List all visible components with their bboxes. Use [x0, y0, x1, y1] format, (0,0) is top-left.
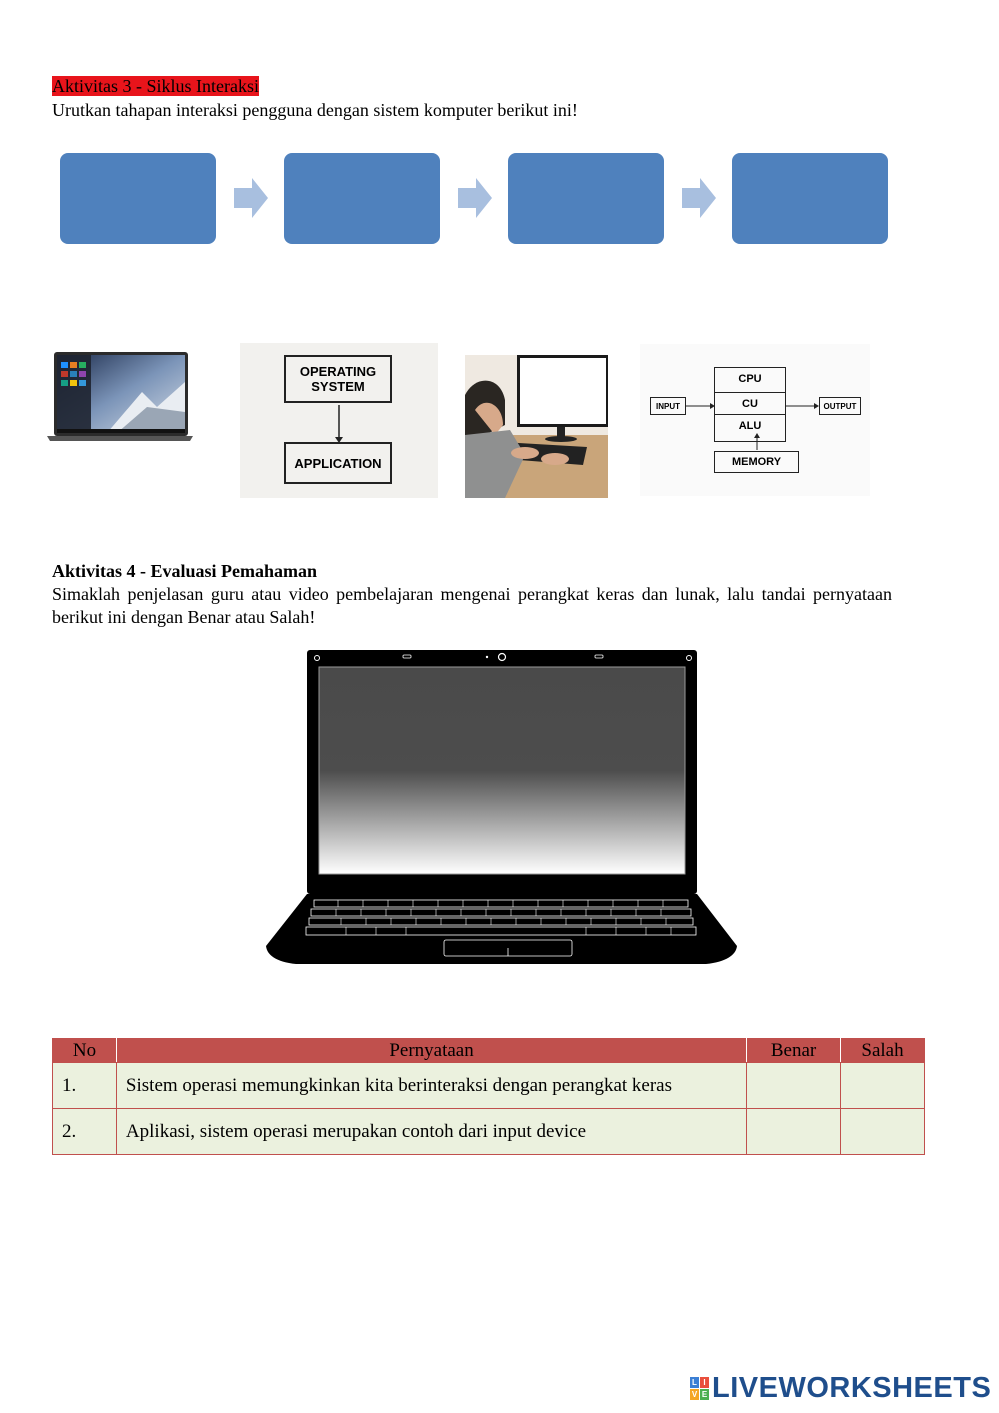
- cu-label: CU: [715, 392, 785, 415]
- row-statement: Sistem operasi memungkinkan kita berinteraksi dengan perangkat keras: [116, 1063, 746, 1109]
- table-row: [53, 1109, 925, 1155]
- logo-text: LIVEWORKSHEETS: [712, 1372, 992, 1404]
- laptop-desktop-image[interactable]: [47, 352, 193, 442]
- row-number: 2.: [53, 1109, 117, 1155]
- activity4-title: Aktivitas 4 - Evaluasi Pemahaman: [52, 561, 318, 581]
- logo-letter-i: I: [700, 1377, 709, 1388]
- os-label: OPERATING SYSTEM: [284, 355, 392, 403]
- activity4-instruction: Simaklah penjelasan guru atau video pembelajaran mengenai perangkat keras dan lunak, lalu tandai pernyataan berikut ini dengan Benar atau Salah!: [52, 584, 892, 627]
- header-no: No: [53, 1039, 117, 1063]
- false-answer-cell[interactable]: [841, 1063, 925, 1109]
- arrow-right-icon: [234, 178, 268, 218]
- answer-box-2[interactable]: [284, 153, 440, 244]
- application-label: APPLICATION: [284, 442, 392, 484]
- arrow-right-icon: [682, 178, 716, 218]
- row-number: 1.: [53, 1063, 117, 1109]
- answer-box-1[interactable]: [60, 153, 216, 244]
- logo-letter-l: L: [690, 1377, 699, 1388]
- cpu-block-diagram[interactable]: [640, 344, 870, 496]
- header-false: Salah: [841, 1039, 925, 1063]
- output-block: OUTPUT: [819, 397, 861, 415]
- activity3-title: Aktivitas 3 - Siklus Interaksi: [52, 76, 259, 96]
- answer-box-4[interactable]: [732, 153, 888, 244]
- table-header-row: [53, 1039, 925, 1063]
- header-statement: Pernyataan: [116, 1039, 746, 1063]
- memory-block: MEMORY: [714, 451, 799, 473]
- table-row: [53, 1063, 925, 1109]
- input-block: INPUT: [650, 397, 686, 415]
- os-application-diagram[interactable]: [240, 343, 438, 498]
- cpu-block: [714, 367, 786, 442]
- logo-icon: [690, 1377, 709, 1400]
- user-typing-keyboard-image[interactable]: [465, 355, 608, 498]
- cpu-label: CPU: [738, 373, 762, 385]
- arrow-right-icon: [458, 178, 492, 218]
- header-true: Benar: [747, 1039, 841, 1063]
- laptop-illustration: [266, 650, 737, 966]
- activity3-instruction: Urutkan tahapan interaksi pengguna dengan sistem komputer berikut ini!: [52, 100, 578, 120]
- liveworksheets-logo[interactable]: [690, 1372, 991, 1405]
- true-answer-cell[interactable]: [747, 1063, 841, 1109]
- logo-letter-e: E: [701, 1390, 708, 1399]
- evaluation-table: [52, 1038, 925, 1155]
- true-answer-cell[interactable]: [747, 1109, 841, 1155]
- alu-label: ALU: [738, 419, 762, 432]
- answer-box-3[interactable]: [508, 153, 664, 244]
- row-statement: Aplikasi, sistem operasi merupakan contoh dari input device: [116, 1109, 746, 1155]
- false-answer-cell[interactable]: [841, 1109, 925, 1155]
- logo-letter-v: V: [691, 1390, 698, 1399]
